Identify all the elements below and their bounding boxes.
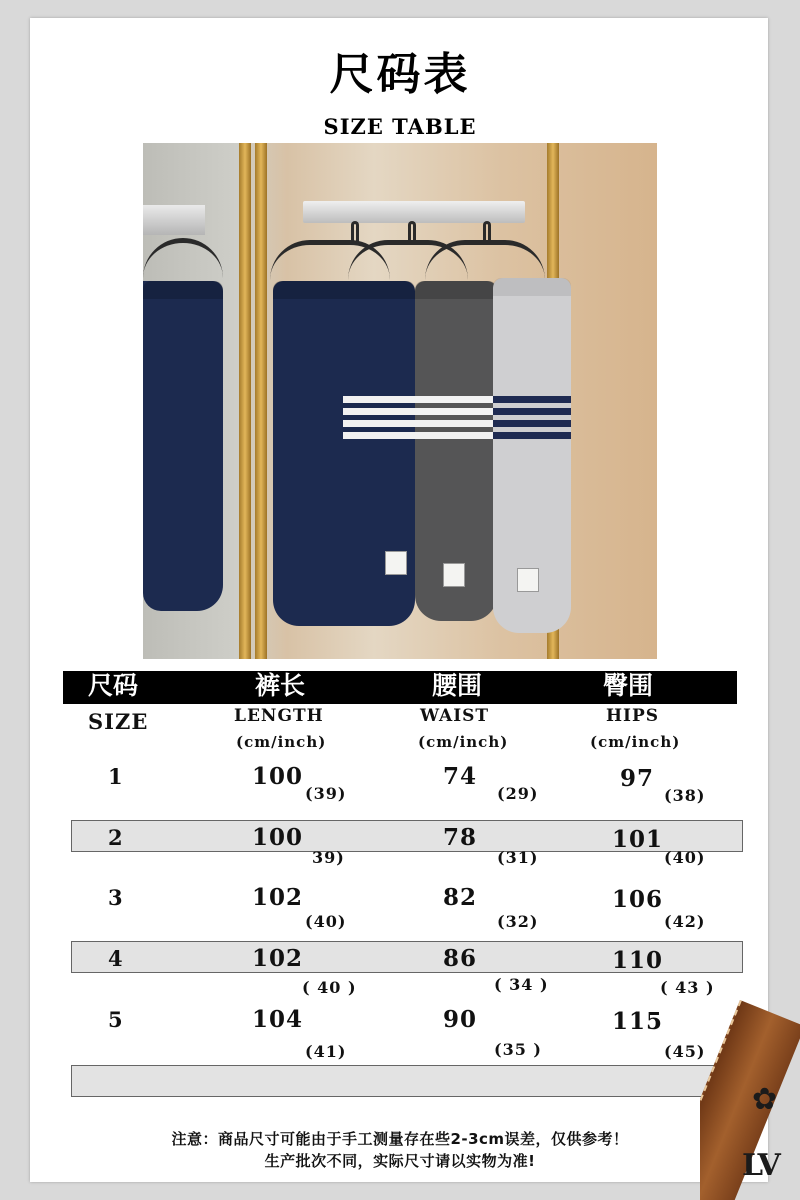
stripe xyxy=(415,432,495,439)
cell-length-inch: ( 40 ) xyxy=(302,978,357,997)
cell-length-inch: (39) xyxy=(305,784,347,803)
cell-size: 3 xyxy=(108,885,123,910)
product-photo xyxy=(143,143,657,659)
cell-length-inch: (41) xyxy=(305,1042,347,1061)
cell-hips-inch: (45) xyxy=(664,1042,706,1061)
cell-length-inch: (40) xyxy=(305,912,347,931)
cell-waist-inch: (31) xyxy=(497,848,539,867)
cell-hips: 110 xyxy=(612,947,664,974)
cell-hips-inch: (38) xyxy=(664,786,706,805)
cell-length: 104 xyxy=(252,1006,304,1033)
brand-watermark xyxy=(700,1000,800,1200)
cell-hips: 97 xyxy=(620,765,655,792)
header-waist-cn: 腰围 xyxy=(432,671,483,700)
brand-logo: LV xyxy=(742,1148,779,1183)
hanger-icon xyxy=(425,240,545,280)
cell-waist-inch: (32) xyxy=(497,912,539,931)
stripe xyxy=(493,420,571,427)
cell-hips-inch: ( 43 ) xyxy=(660,978,715,997)
hanging-rail xyxy=(303,201,525,223)
cell-length: 102 xyxy=(252,884,304,911)
gold-pillar xyxy=(255,143,267,659)
stripe xyxy=(493,408,571,415)
cell-length: 100 xyxy=(252,763,304,790)
header-hips-en: HIPS xyxy=(606,706,660,726)
cell-waist-inch: ( 34 ) xyxy=(494,975,549,994)
light-grey-pants xyxy=(493,278,571,633)
cell-waist: 82 xyxy=(443,884,478,911)
cell-waist-inch: (35 ) xyxy=(494,1040,542,1059)
cell-hips-inch: (40) xyxy=(664,848,706,867)
header-hips-cn: 臀围 xyxy=(603,671,654,700)
title-chinese: 尺码表 xyxy=(329,49,471,100)
stripe xyxy=(415,408,495,415)
waistband xyxy=(415,281,497,299)
waistband xyxy=(493,278,571,296)
unit-waist: (cm/inch) xyxy=(418,733,509,751)
header-length-en: LENGTH xyxy=(234,706,324,726)
cell-waist: 78 xyxy=(443,824,478,851)
navy-pants xyxy=(273,281,415,626)
label-tag xyxy=(517,568,539,592)
cell-hips: 115 xyxy=(612,1008,664,1035)
stripe xyxy=(343,432,415,439)
cell-waist-inch: (29) xyxy=(497,784,539,803)
note-line-2: 生产批次不同，实际尺寸请以实物为准! xyxy=(264,1152,536,1170)
stripe xyxy=(493,396,571,403)
stripe xyxy=(415,420,495,427)
row-band xyxy=(71,1065,743,1097)
cell-waist: 90 xyxy=(443,1006,478,1033)
cell-size: 4 xyxy=(108,946,123,971)
navy-pants-reflection xyxy=(143,281,223,611)
stripe xyxy=(343,396,415,403)
title-english: SIZE TABLE xyxy=(323,114,477,139)
stripe xyxy=(493,432,571,439)
hook-icon xyxy=(483,221,491,245)
hook-icon xyxy=(351,221,359,245)
rail-reflection xyxy=(143,205,205,235)
header-size-cn: 尺码 xyxy=(88,671,139,700)
hook-icon xyxy=(408,221,416,245)
cell-size: 5 xyxy=(108,1007,123,1032)
cell-hips-inch: (42) xyxy=(664,912,706,931)
unit-hips: (cm/inch) xyxy=(590,733,681,751)
header-waist-en: WAIST xyxy=(420,706,490,726)
charcoal-pants xyxy=(415,281,497,621)
cell-size: 1 xyxy=(108,764,123,789)
header-length-cn: 裤长 xyxy=(255,671,306,700)
cell-length: 102 xyxy=(252,945,304,972)
cell-size: 2 xyxy=(108,825,123,850)
cell-length-inch: 39) xyxy=(312,848,345,867)
note-line-1: 注意：商品尺寸可能由于手工测量存在些2-3cm误差，仅供参考！ xyxy=(171,1130,629,1148)
cell-hips: 106 xyxy=(612,886,664,913)
waistband xyxy=(143,281,223,299)
label-tag xyxy=(443,563,465,587)
cell-hips: 101 xyxy=(612,826,664,853)
header-size-en: SIZE xyxy=(88,709,149,734)
cell-waist: 86 xyxy=(443,945,478,972)
waistband xyxy=(273,281,415,299)
stripe xyxy=(343,420,415,427)
cell-waist: 74 xyxy=(443,763,478,790)
unit-length: (cm/inch) xyxy=(236,733,327,751)
label-tag xyxy=(385,551,407,575)
stripe xyxy=(415,396,495,403)
flower-icon: ✿ xyxy=(752,1082,778,1117)
cell-length: 100 xyxy=(252,824,304,851)
stripe xyxy=(343,408,415,415)
gold-pillar xyxy=(239,143,251,659)
